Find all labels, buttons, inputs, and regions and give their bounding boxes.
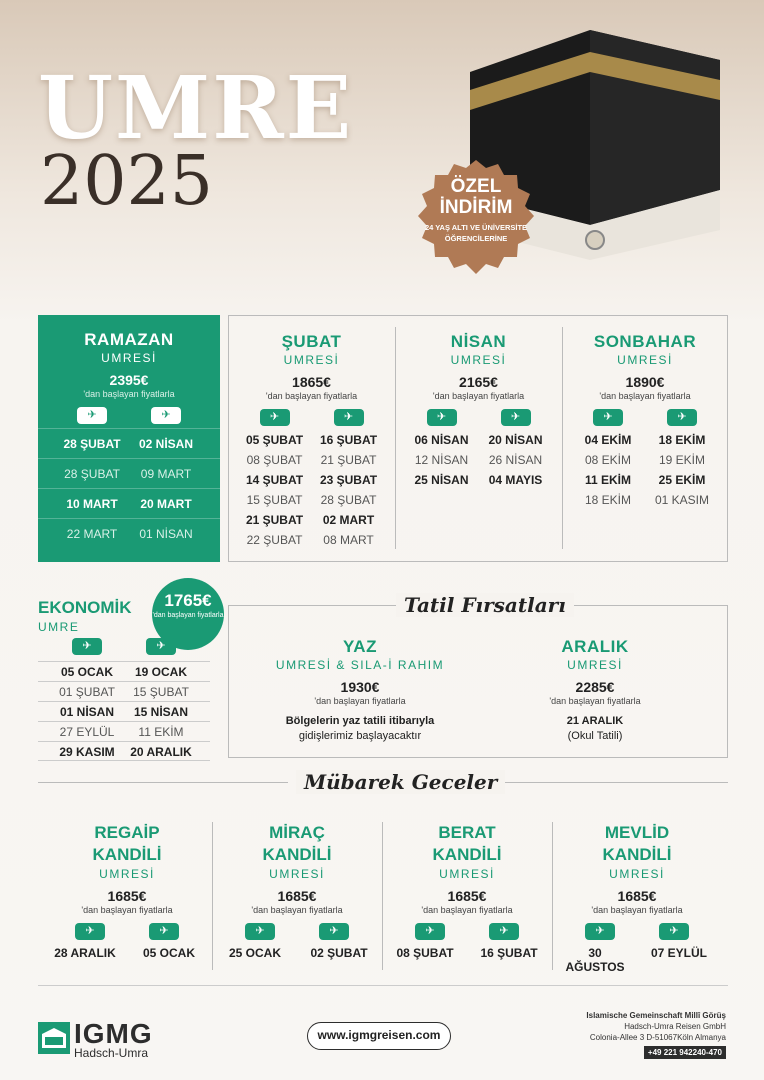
departure-plane-icon: ✈ xyxy=(75,923,105,940)
kandil-price-note: 'dan başlayan fiyatlarla xyxy=(591,905,683,915)
return-plane-icon: ✈ xyxy=(151,407,181,424)
badge-line1: ÖZEL xyxy=(450,176,502,197)
kandil-price-note: 'dan başlayan fiyatlarla xyxy=(251,905,343,915)
aralik-title: ARALIK xyxy=(561,637,629,656)
kandil-price: 1685€ xyxy=(617,888,657,904)
date-row: 01 ŞUBAT 15 ŞUBAT xyxy=(38,681,210,701)
date-row: 29 KASIM 20 ARALIK xyxy=(38,741,210,761)
date-row: 08 EKİM 19 EKİM xyxy=(584,453,706,467)
nisan-price-note: 'dan başlayan fiyatlarla xyxy=(432,391,525,401)
ramazan-price: 2395€ xyxy=(109,372,149,388)
kandil-title: KANDİLİ xyxy=(92,845,162,864)
sonbahar-section xyxy=(562,332,728,510)
tatil-heading: Tatil Fırsatları xyxy=(396,593,574,617)
ramazan-subtitle: UMRESİ xyxy=(101,351,157,365)
date-row: 27 EYLÜL 11 EKİM xyxy=(38,721,210,741)
date-row: 21 ŞUBAT 02 MART xyxy=(245,513,375,527)
departure-plane-icon: ✈ xyxy=(427,409,457,426)
return-plane-icon: ✈ xyxy=(319,923,349,940)
departure-plane-icon: ✈ xyxy=(415,923,445,940)
igmg-logo-icon xyxy=(38,1022,70,1054)
ramazan-title: RAMAZAN xyxy=(84,330,174,349)
badge-line4: ÖĞRENCİLERİNE xyxy=(444,234,508,243)
ekonomik-price-note: 'dan başlayan fiyatlarla xyxy=(152,612,224,619)
date-row: 05 OCAK 19 OCAK xyxy=(38,661,210,681)
date-row: 10 MART 20 MART xyxy=(38,488,220,518)
logo-text: IGMG xyxy=(74,1018,153,1049)
kandil-title: KANDİLİ xyxy=(262,845,332,864)
date-row: 06 NİSAN 20 NİSAN xyxy=(414,433,543,447)
departure-plane-icon: ✈ xyxy=(260,409,290,426)
kandil-dates: 28 ARALIK 05 OCAK xyxy=(54,946,195,960)
mirac-section xyxy=(212,822,382,960)
date-row: 22 ŞUBAT 08 MART xyxy=(246,533,374,547)
kandil-price-note: 'dan başlayan fiyatlarla xyxy=(81,905,173,915)
subat-price-note: 'dan başlayan fiyatlarla xyxy=(265,391,358,401)
mubarek-heading: Mübarek Geceler xyxy=(296,770,505,794)
aralik-price: 2285€ xyxy=(575,679,615,695)
divider-line xyxy=(478,782,728,783)
logo-subtitle: Hadsch-Umra xyxy=(74,1046,149,1060)
company-name: Hadsch-Umra Reisen GmbH xyxy=(624,1022,726,1031)
ekonomik-title: EKONOMİK xyxy=(38,598,132,617)
date-row: 11 EKİM 25 EKİM xyxy=(584,473,706,487)
departure-plane-icon: ✈ xyxy=(72,638,102,655)
sonbahar-price: 1890€ xyxy=(625,374,665,390)
phone-number: +49 221 942240-470 xyxy=(644,1046,726,1059)
yaz-note2: gidişlerimiz başlayacaktır xyxy=(298,730,422,742)
aralik-section xyxy=(490,637,700,744)
ramazan-dates xyxy=(38,428,220,548)
return-plane-icon: ✈ xyxy=(489,923,519,940)
berat-section xyxy=(382,822,552,960)
date-row: 14 ŞUBAT 23 ŞUBAT xyxy=(245,473,378,487)
kandil-title: MİRAÇ xyxy=(269,823,325,842)
ramazan-price-note: 'dan başlayan fiyatlarla xyxy=(83,389,175,399)
kandil-price-note: 'dan başlayan fiyatlarla xyxy=(421,905,513,915)
nisan-dates xyxy=(395,430,562,490)
ekonomik-subtitle: UMRE xyxy=(38,620,80,634)
date-row: 05 ŞUBAT 16 ŞUBAT xyxy=(245,433,378,447)
departure-plane-icon: ✈ xyxy=(77,407,107,424)
nisan-subtitle: UMRESİ xyxy=(450,353,507,367)
address: Colonia-Allee 3 D-51067Köln Almanya xyxy=(589,1033,726,1042)
yaz-title: YAZ xyxy=(343,637,377,656)
yaz-note1: Bölgelerin yaz tatili itibarıyla xyxy=(285,715,435,727)
aralik-subtitle: UMRESİ xyxy=(567,658,623,672)
ramazan-section xyxy=(38,315,220,562)
badge-line3: 24 YAŞ ALTI VE ÜNİVERSİTE xyxy=(424,223,528,232)
subat-dates xyxy=(228,430,395,550)
date-row: 18 EKİM 01 KASIM xyxy=(584,493,710,507)
kandil-price: 1685€ xyxy=(277,888,317,904)
date-row: 22 MART 01 NİSAN xyxy=(38,518,220,548)
return-plane-icon: ✈ xyxy=(667,409,697,426)
sonbahar-dates xyxy=(562,430,728,510)
website-link[interactable]: www.igmgreisen.com xyxy=(307,1022,451,1050)
footer-divider xyxy=(38,985,728,986)
departure-plane-icon: ✈ xyxy=(245,923,275,940)
ekonomik-section xyxy=(38,638,210,761)
return-plane-icon: ✈ xyxy=(334,409,364,426)
date-row: 28 ŞUBAT 09 MART xyxy=(38,458,220,488)
kandil-price: 1685€ xyxy=(107,888,147,904)
nisan-price: 2165€ xyxy=(459,374,498,390)
kandil-title: MEVLİD xyxy=(604,823,670,842)
return-plane-icon: ✈ xyxy=(501,409,531,426)
aralik-note2: (Okul Tatili) xyxy=(567,730,623,742)
org-name: Islamische Gemeinschaft Millî Görüş xyxy=(586,1011,726,1020)
date-row: 28 ŞUBAT 02 NİSAN xyxy=(38,428,220,458)
divider-line xyxy=(38,782,288,783)
nisan-title: NİSAN xyxy=(450,332,507,351)
sonbahar-price-note: 'dan başlayan fiyatlarla xyxy=(599,391,691,401)
kandil-dates: 08 ŞUBAT 16 ŞUBAT xyxy=(396,946,538,960)
departure-plane-icon: ✈ xyxy=(593,409,623,426)
kandil-subtitle: UMRESİ xyxy=(99,867,155,881)
kandil-title: KANDİLİ xyxy=(432,845,502,864)
aralik-price-note: 'dan başlayan fiyatlarla xyxy=(549,696,641,706)
subat-title: ŞUBAT xyxy=(281,332,342,351)
title: UMRE xyxy=(38,58,354,159)
yaz-price: 1930€ xyxy=(340,679,380,695)
kandil-subtitle: UMRESİ xyxy=(609,867,665,881)
year: 2025 xyxy=(40,142,214,221)
ekonomik-dates xyxy=(38,661,210,761)
kandil-title: KANDİLİ xyxy=(602,845,672,864)
kandil-title: REGAİP xyxy=(94,823,160,842)
return-plane-icon: ✈ xyxy=(659,923,689,940)
subat-subtitle: UMRESİ xyxy=(283,353,340,367)
kandil-dates: 25 OCAK 02 ŞUBAT xyxy=(228,946,368,960)
nisan-section xyxy=(395,332,562,490)
yaz-section xyxy=(250,637,470,744)
return-plane-icon: ✈ xyxy=(146,638,176,655)
sonbahar-title: SONBAHAR xyxy=(593,332,697,351)
subat-price: 1865€ xyxy=(292,374,331,390)
badge-line2: İNDİRİM xyxy=(439,197,513,218)
date-row: 01 NİSAN 15 NİSAN xyxy=(38,701,210,721)
kandil-dates: 30 AĞUSTOS 07 EYLÜL xyxy=(565,946,707,974)
date-row: 15 ŞUBAT 28 ŞUBAT xyxy=(246,493,377,507)
kandil-subtitle: UMRESİ xyxy=(269,867,325,881)
subat-section xyxy=(228,332,395,550)
yaz-subtitle: UMRESİ & SILA-İ RAHIM xyxy=(275,658,445,672)
mevlid-section xyxy=(552,822,722,974)
sonbahar-subtitle: UMRESİ xyxy=(617,353,673,367)
date-row: 25 NİSAN 04 MAYIS xyxy=(414,473,543,487)
departure-plane-icon: ✈ xyxy=(585,923,615,940)
discount-badge-text xyxy=(412,176,540,244)
date-row: 08 ŞUBAT 21 ŞUBAT xyxy=(246,453,377,467)
kandil-title: BERAT xyxy=(438,823,496,842)
ekonomik-price: 1765€ xyxy=(164,591,212,610)
address-block xyxy=(586,1010,726,1059)
return-plane-icon: ✈ xyxy=(149,923,179,940)
regaip-section xyxy=(42,822,212,960)
date-row: 04 EKİM 18 EKİM xyxy=(584,433,706,447)
aralik-note1: 21 ARALIK xyxy=(566,715,624,727)
yaz-price-note: 'dan başlayan fiyatlarla xyxy=(314,696,406,706)
kandil-price: 1685€ xyxy=(447,888,487,904)
kandil-subtitle: UMRESİ xyxy=(439,867,495,881)
date-row: 12 NİSAN 26 NİSAN xyxy=(414,453,543,467)
